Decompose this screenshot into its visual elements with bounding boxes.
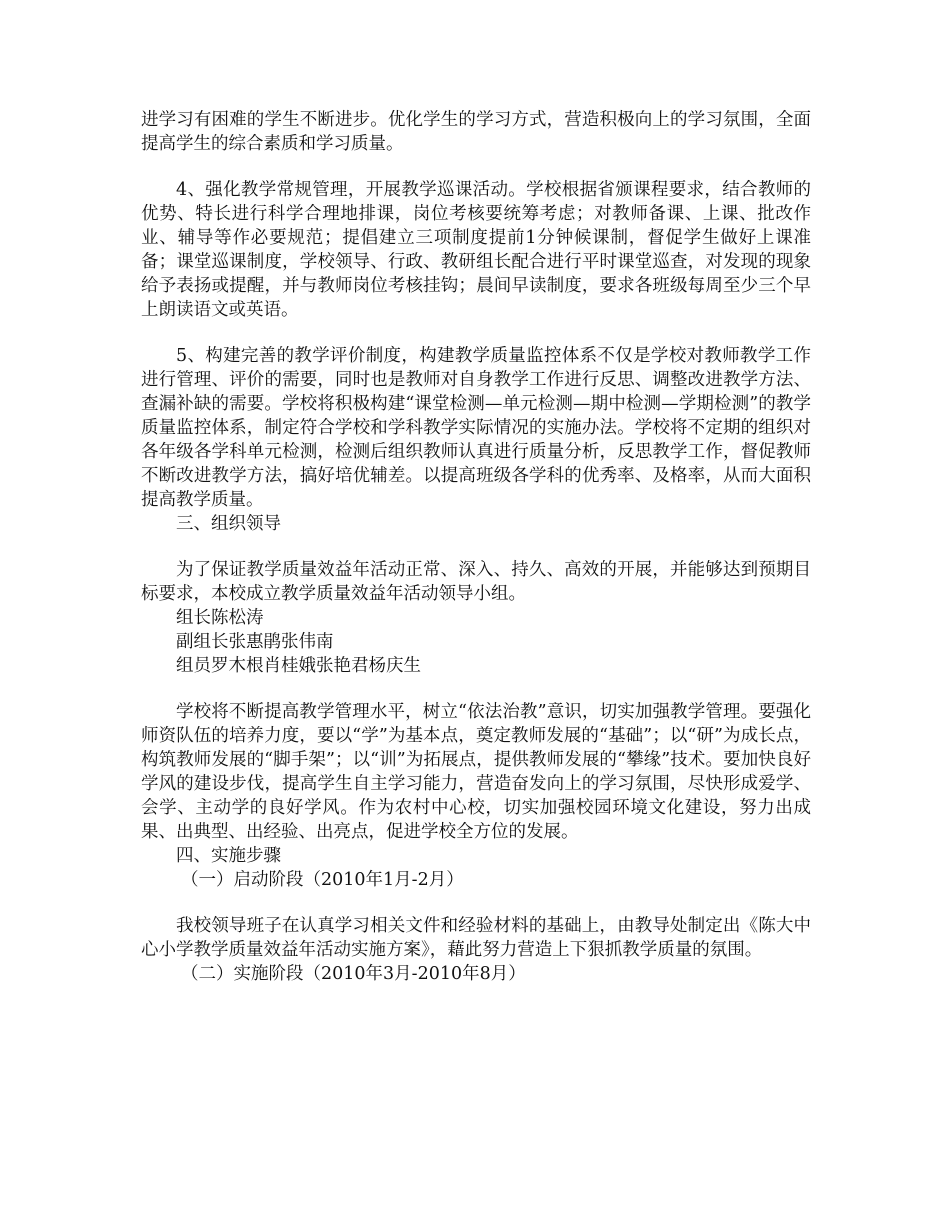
paragraph-leadership-intro: 为了保证教学质量效益年活动正常、深入、持久、高效的开展，并能够达到预期目标要求，本校成立教学质量效益年活动领导小组。 — [141, 560, 811, 604]
section-heading-organization: 三、组织领导 — [176, 514, 281, 534]
paragraph-continuation: 进学习有困难的学生不断进步。优化学生的学习方式，营造积极向上的学习氛围，全面提高学生的综合素质和学习质量。 — [141, 110, 811, 154]
paragraph-item-5: 5、构建完善的教学评价制度，构建教学质量监控体系不仅是学校对教师教学工作进行管理、评价的需要，同时也是教师对自身教学工作进行反思、调整改进教学方法、查漏补缺的需要。学校将积极构建“课堂检测—单元检测—期中检测—学期检测”的教学质量监控体系，制定符合学校和学科教学实际情况的实施办法。学校将不定期的组织对各年级各学科单元检测，检测后组织教师认真进行质量分析，反思教学工作，督促教师不断改进教学方法，搞好培优辅差。以提高班级各学科的优秀率、及格率，从而大面积提高教学质量。 — [141, 346, 811, 510]
members-line: 组员罗木根肖桂娥张艳君杨庆生 — [176, 656, 421, 676]
document-body — [141, 108, 811, 986]
section-heading-steps: 四、实施步骤 — [176, 846, 281, 866]
paragraph-item-4: 4、强化教学常规管理，开展教学巡课活动。学校根据省颁课程要求，结合教师的优势、特长进行科学合理地排课，岗位考核要统筹考虑；对教师备课、上课、批改作业、辅导等作必要规范；提倡建立三项制度提前1分钟候课制，督促学生做好上课准备；课堂巡课制度，学校领导、行政、教研组长配合进行平时课堂巡查，对发现的现象给予表扬或提醒，并与教师岗位考核挂钩；晨间早读制度，要求各班级每周至少三个早上朗读语文或英语。 — [141, 180, 811, 320]
stage-heading-launch: （一）启动阶段（2010年1月-2月） — [181, 870, 464, 890]
paragraph-management: 学校将不断提高教学管理水平，树立“依法治教”意识，切实加强教学管理。要强化师资队伍的培养力度，要以“学”为基本点，奠定教师发展的“基础”；以“研”为成长点，构筑教师发展的“脚手架”；以“训”为拓展点，提供教师发展的“攀缘”技术。要加快良好学风的建设步伐，提高学生自主学习能力，营造奋发向上的学习氛围，尽快形成爱学、会学、主动学的良好学风。作为农村中心校，切实加强校园环境文化建设，努力出成果、出典型、出经验、出亮点，促进学校全方位的发展。 — [141, 702, 811, 842]
deputy-leader-line: 副组长张惠鹃张伟南 — [176, 632, 334, 652]
stage-heading-implementation: （二）实施阶段（2010年3月-2010年8月） — [181, 964, 526, 984]
paragraph-launch-stage: 我校领导班子在认真学习相关文件和经验材料的基础上，由教导处制定出《陈大中心小学教学质量效益年活动实施方案》，藉此努力营造上下狠抓教学质量的氛围。 — [141, 916, 811, 960]
leader-line: 组长陈松涛 — [176, 608, 264, 628]
